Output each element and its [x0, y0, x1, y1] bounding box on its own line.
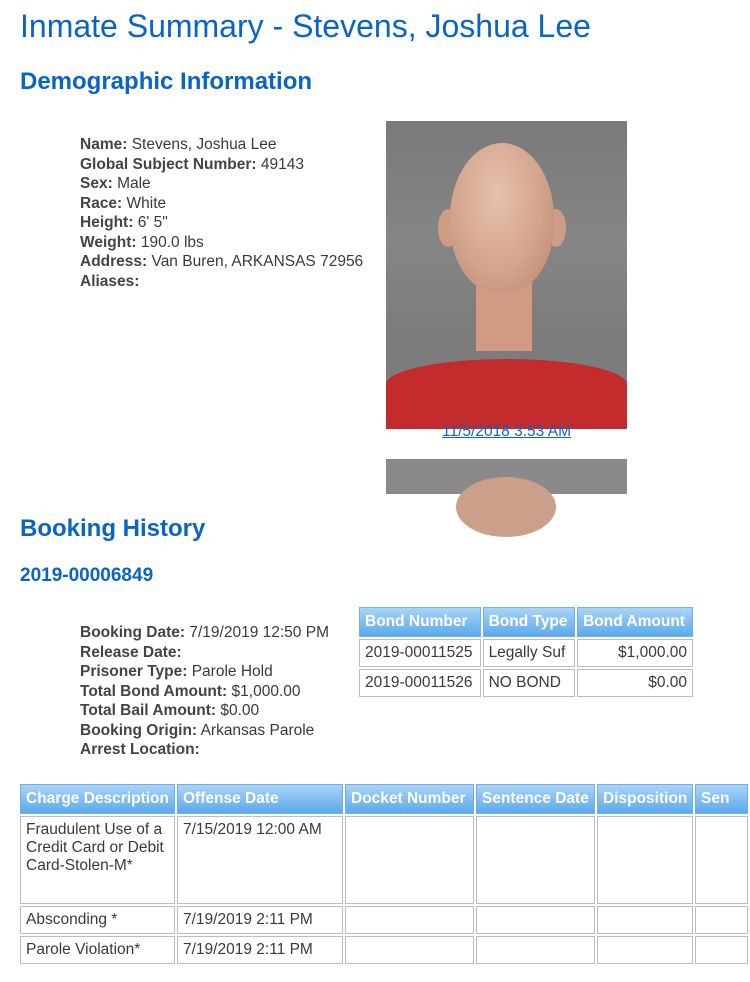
booking-details [80, 623, 329, 760]
bond-amount-cell: $0.00 [577, 669, 693, 697]
bond-number-header[interactable]: Bond Number [359, 607, 481, 637]
sentence-date-cell [476, 936, 595, 964]
docket-number-cell [345, 816, 474, 904]
disposition-cell [597, 936, 693, 964]
table-row [359, 669, 693, 697]
demographic-section-title: Demographic Information [20, 68, 313, 95]
photo-date-link[interactable]: 11/5/2018 3:53 AM [442, 423, 571, 440]
bond-number-cell: 2019-00011526 [359, 669, 481, 697]
bond-amount-cell: $1,000.00 [577, 639, 693, 667]
field-prisoner-type: Prisoner Type: Parole Hold [80, 663, 273, 680]
sentence-header[interactable]: Sen [695, 784, 748, 814]
demographic-details [80, 135, 363, 291]
mugshot-photo[interactable] [386, 121, 627, 423]
bond-number-cell: 2019-00011525 [359, 639, 481, 667]
bond-amount-header[interactable]: Bond Amount [577, 607, 693, 637]
charge-description-header[interactable]: Charge Description [20, 784, 175, 814]
docket-number-cell [345, 906, 474, 934]
bond-type-header[interactable]: Bond Type [483, 607, 576, 637]
page-title: Inmate Summary - Stevens, Joshua Lee [20, 8, 591, 44]
disposition-header[interactable]: Disposition [597, 784, 693, 814]
sentence-date-cell [476, 816, 595, 904]
charge-description-cell: Parole Violation* [20, 936, 175, 964]
offense-date-header[interactable]: Offense Date [177, 784, 343, 814]
field-booking-date: Booking Date: 7/19/2019 12:50 PM [80, 624, 329, 641]
field-booking-origin: Booking Origin: Arkansas Parole [80, 721, 315, 739]
table-row [20, 816, 748, 904]
disposition-cell [597, 906, 693, 934]
offense-date-cell: 7/19/2019 2:11 PM [177, 906, 343, 934]
field-aliases: Aliases: [80, 272, 140, 290]
field-address: Address: Van Buren, ARKANSAS 72956 [80, 253, 364, 270]
booking-history-title: Booking History [20, 515, 206, 542]
bond-table-header [359, 607, 693, 637]
field-sex: Sex: Male [80, 175, 151, 192]
disposition-cell [597, 816, 693, 904]
mugshot-photo-secondary[interactable] [386, 459, 627, 494]
sentence-date-cell [476, 906, 595, 934]
sentence-cell [695, 816, 748, 904]
field-name: Name: Stevens, Joshua Lee [80, 136, 277, 153]
field-weight: Weight: 190.0 lbs [80, 233, 204, 251]
table-row [20, 906, 748, 934]
charges-table-header [20, 784, 748, 814]
charges-table [18, 782, 750, 966]
sentence-cell [695, 936, 748, 964]
booking-number: 2019-00006849 [20, 565, 154, 586]
field-global-subject-number: Global Subject Number: 49143 [80, 155, 304, 173]
sentence-date-header[interactable]: Sentence Date [476, 784, 595, 814]
charge-description-cell: Absconding * [20, 906, 175, 934]
docket-number-header[interactable]: Docket Number [345, 784, 474, 814]
table-row [20, 936, 748, 964]
field-release-date: Release Date: [80, 643, 182, 661]
field-arrest-location: Arrest Location: [80, 741, 200, 758]
sentence-cell [695, 906, 748, 934]
bond-table [357, 605, 695, 699]
field-total-bond-amount: Total Bond Amount: $1,000.00 [80, 682, 301, 700]
field-height: Height: 6' 5" [80, 214, 168, 231]
charge-description-cell: Fraudulent Use of a Credit Card or Debit Card-Stolen-M* [20, 816, 175, 904]
field-race: Race: White [80, 194, 167, 212]
bond-type-cell: NO BOND [483, 669, 576, 697]
docket-number-cell [345, 936, 474, 964]
bond-type-cell: Legally Suf [483, 639, 576, 667]
field-total-bail-amount: Total Bail Amount: $0.00 [80, 702, 260, 719]
table-row [359, 639, 693, 667]
offense-date-cell: 7/19/2019 2:11 PM [177, 936, 343, 964]
offense-date-cell: 7/15/2019 12:00 AM [177, 816, 343, 904]
